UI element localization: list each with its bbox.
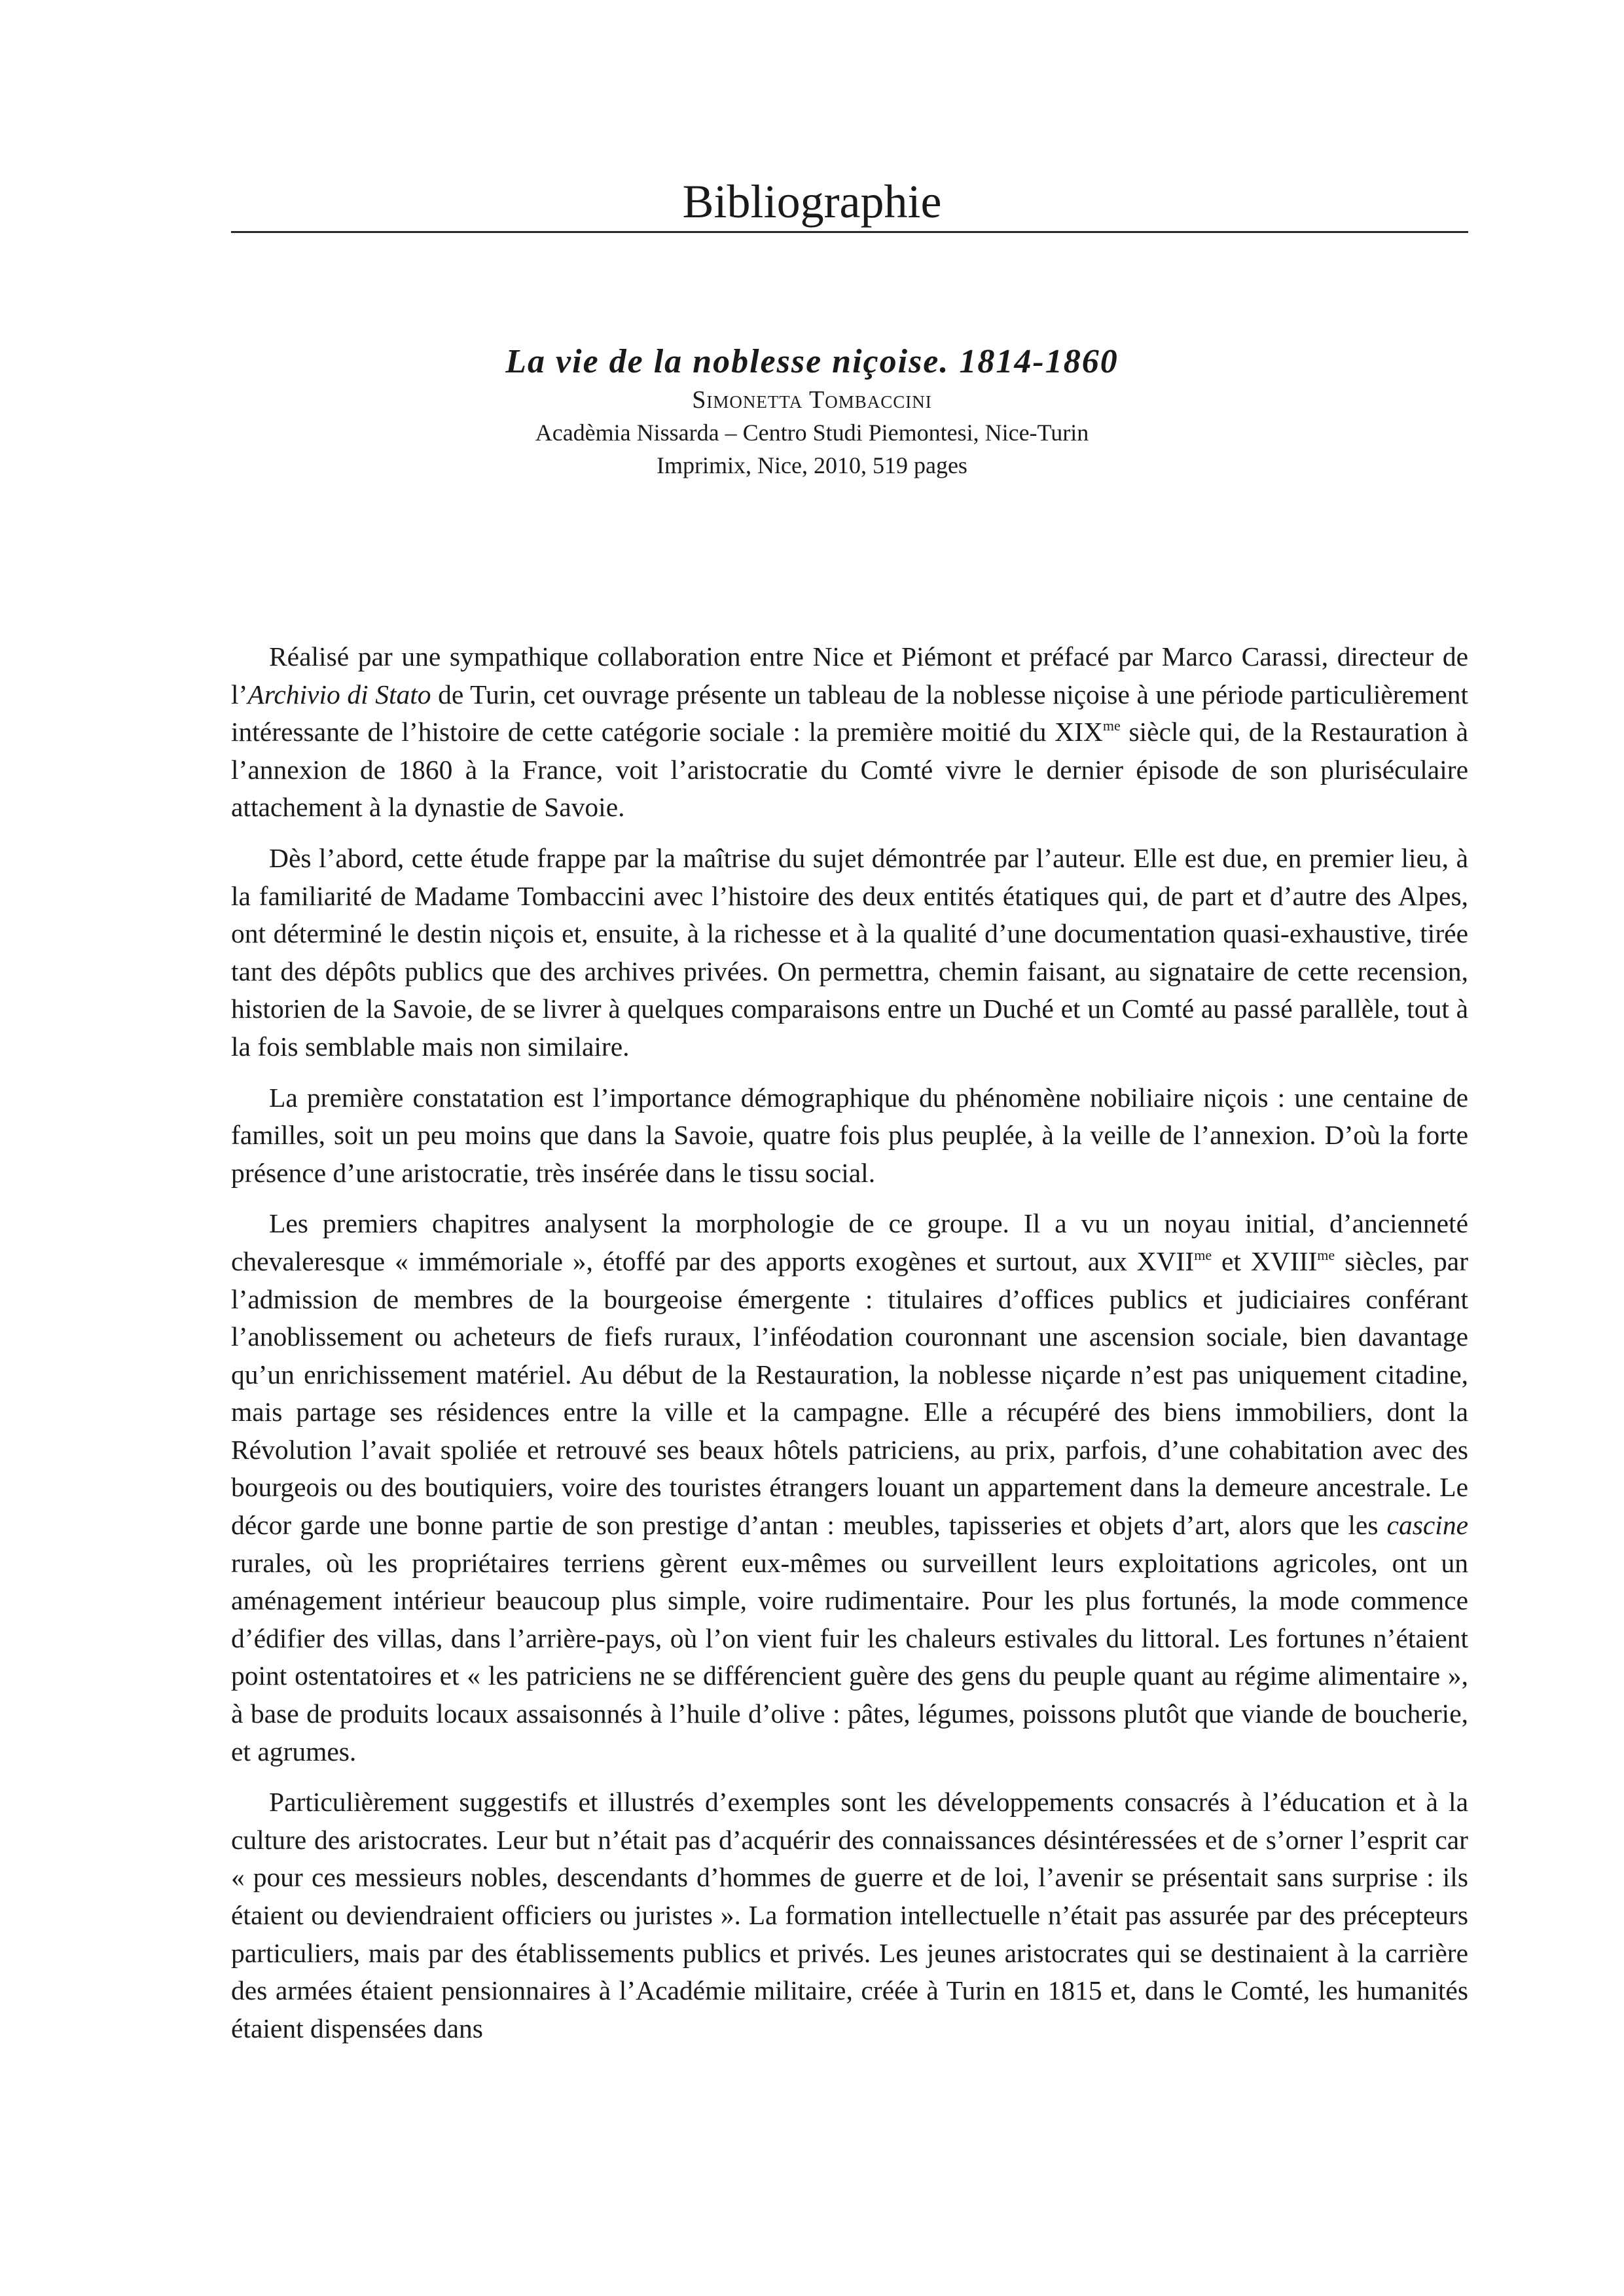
paragraph-4-text-a: Les premiers chapitres analysent la morphologie de ce groupe. Il a vu un noyau initial, d’ancienneté chevaleresque « immémoriale », étoffé par des apports exogènes et surtout, aux XVII: [231, 1208, 1468, 1276]
title-divider: [231, 231, 1468, 233]
book-header: [0, 340, 1624, 482]
paragraph-4-text-d: rurales, où les propriétaires terriens gèrent eux-mêmes ou surveillent leurs exploitations agricoles, ont un aménagement intérieur beaucoup plus simple, voire rudimentaire. Pour les plus fortunés, la mode commence d’édifier des villas, dans l’arrière-pays, où l’on vient fuir les chaleurs estivales du littoral. Les fortunes n’étaient point ostentatoires et « les patriciens ne se différencient guère des gens du peuple quant au régime alimentaire », à base de produits locaux assaisonnés à l’huile d’olive : pâtes, légumes, poissons plutôt que viande de boucherie, et agrumes.: [231, 1547, 1468, 1767]
paragraph-1-text-b: de Turin, cet ouvrage présente un tableau de la noblesse niçoise à une période particulièrement intéressante de l’histoire de cette catégorie sociale : la première moitié du XIX: [231, 679, 1468, 747]
section-title: Bibliographie: [682, 175, 942, 228]
book-imprint: Imprimix, Nice, 2010, 519 pages: [657, 452, 967, 478]
paragraph-4-text-b: et XVIII: [1212, 1246, 1318, 1276]
paragraph-3: La première constatation est l’importance démographique du phénomène nobiliaire niçois : une centaine de familles, soit un peu moins que dans la Savoie, quatre fois plus peuplée, à la veille de l’annexion. D’où la forte présence d’une aristocratie, très insérée dans le tissu social.: [231, 1082, 1468, 1188]
book-publisher: Acadèmia Nissarda – Centro Studi Piemontesi, Nice-Turin: [535, 420, 1089, 446]
paragraph-4-italic: cascine: [1386, 1510, 1468, 1541]
book-title: La vie de la noblesse niçoise. 1814-1860: [505, 343, 1119, 380]
paragraph-1: [231, 638, 1468, 827]
paragraph-1-text-c: siècle qui, de la Restauration à l’annexion de 1860 à la France, voit l’aristocratie du Comté vivre le dernier épisode de son pluriséculaire attachement à la dynastie de Savoie.: [231, 717, 1468, 823]
paragraph-4-superscript-2: me: [1317, 1246, 1335, 1263]
paragraph-2: Dès l’abord, cette étude frappe par la maîtrise du sujet démontrée par l’auteur. Elle est due, en premier lieu, à la familiarité de Madame Tombaccini avec l’histoire des deux entités étatiques qui, de part et d’autre des Alpes, ont déterminé le destin niçois et, ensuite, à la richesse et à la qualité d’une documentation quasi-exhaustive, tirée tant des dépôts publics que des archives privées. On permettra, chemin faisant, au signataire de cette recension, historien de la Savoie, de se livrer à quelques comparaisons entre un Duché et un Comté au passé parallèle, tout à la fois semblable mais non similaire.: [231, 842, 1468, 1062]
paragraph-5: Particulièrement suggestifs et illustrés d’exemples sont les développements consacrés à l’éducation et à la culture des aristocrates. Leur but n’était pas d’acquérir des connaissances désintéressées et de s’orner l’esprit car « pour ces messieurs nobles, descendants d’hommes de guerre et de loi, l’avenir se présentait sans surprise : ils étaient ou deviendraient officiers ou juristes ». La formation intellectuelle n’était pas assurée par des précepteurs particuliers, mais par des établissements publics et privés. Les jeunes aristocrates qui se destinaient à la carrière des armées étaient pensionnaires à l’Académie militaire, créée à Turin en 1815 et, dans le Comté, les humanités étaient dispensées dans: [231, 1787, 1468, 2043]
paragraph-4: [231, 1205, 1468, 1770]
paragraph-4-superscript-1: me: [1194, 1246, 1212, 1263]
review-body: [231, 638, 1468, 2060]
paragraph-1-superscript: me: [1102, 717, 1121, 734]
book-author: Simonetta Tombaccini: [692, 386, 932, 414]
paragraph-1-text-a: Réalisé par une sympathique collaboration entre Nice et Piémont et préfacé par Marco Carassi, directeur de l’: [231, 641, 1468, 709]
paragraph-4-text-c: siècles, par l’admission de membres de la bourgeoise émergente : titulaires d’offices publics et judiciaires conférant l’anoblissement ou acheteurs de fiefs ruraux, l’inféodation couronnant une ascension sociale, bien davantage qu’un enrichissement matériel. Au début de la Restauration, la noblesse niçarde n’est pas uniquement citadine, mais partage ses résidences entre la ville et la campagne. Elle a récupéré des biens immobiliers, dont la Révolution l’avait spoliée et retrouvé ses beaux hôtels patriciens, au prix, parfois, d’une cohabitation avec des bourgeois ou des boutiquiers, voire des touristes étrangers louant un appartement dans la demeure ancestrale. Le décor garde une bonne partie de son prestige d’antan : meubles, tapisseries et objets d’art, alors que les: [231, 1246, 1469, 1541]
paragraph-1-italic: Archivio di Stato: [247, 679, 431, 709]
